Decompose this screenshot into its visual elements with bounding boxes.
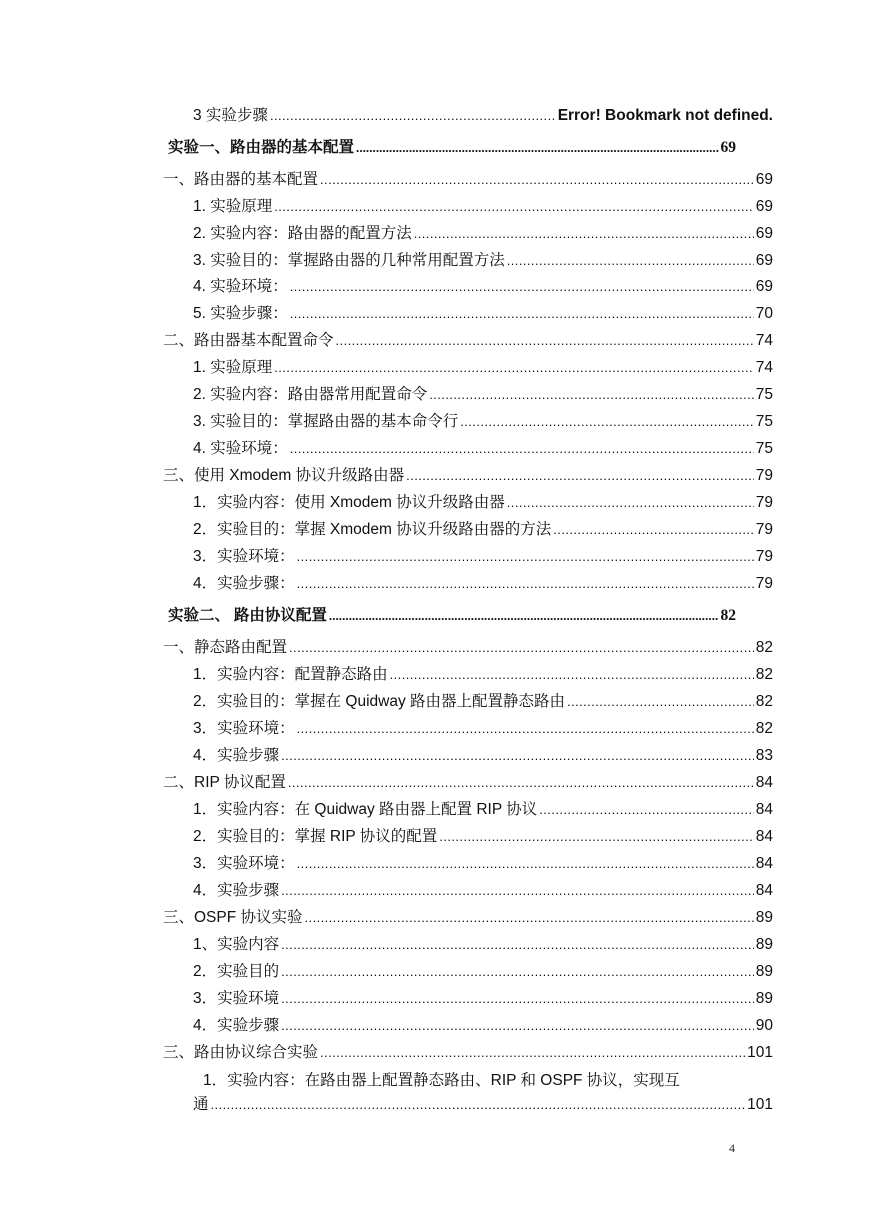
toc-entry-page: 101 (747, 1044, 773, 1061)
dot-leader (281, 935, 754, 955)
toc-entry[interactable] (193, 854, 773, 874)
dot-leader (507, 493, 754, 513)
dot-leader (281, 881, 754, 901)
toc-entry[interactable] (193, 800, 773, 820)
toc-entry-label: 1．实验内容：配置静态路由 (193, 666, 388, 683)
toc-entry-page: 84 (755, 828, 773, 845)
dot-leader (429, 385, 754, 405)
toc-entry[interactable] (193, 439, 773, 459)
toc-entry[interactable] (193, 197, 773, 217)
toc-entry-label: 1、实验内容 (193, 936, 280, 953)
toc-entry-label: 3. 实验目的：掌握路由器的基本命令行 (193, 413, 459, 430)
dot-leader (290, 439, 754, 459)
toc-entry-label: 2．实验目的：掌握在 Quidway 路由器上配置静态路由 (193, 693, 566, 710)
toc-entry-label: 5. 实验步骤： (193, 305, 288, 322)
dot-leader (507, 251, 754, 271)
toc-entry-page: 90 (755, 1017, 773, 1034)
toc-entry[interactable] (193, 224, 773, 244)
toc-entry[interactable] (163, 638, 773, 658)
toc-entry-label: 2. 实验内容：路由器常用配置命令 (193, 386, 428, 403)
dot-leader (356, 138, 718, 158)
toc-entry-label: 1．实验内容：使用 Xmodem 协议升级路由器 (193, 494, 505, 511)
toc-entry[interactable] (163, 1043, 773, 1063)
toc-entry-label: 通 (193, 1096, 209, 1113)
toc-chapter-entry[interactable] (168, 138, 736, 158)
dot-leader (290, 277, 754, 297)
toc-entry-page: 84 (755, 774, 773, 791)
dot-leader (406, 466, 754, 486)
dot-leader (439, 827, 753, 847)
toc-entry-page: 82 (755, 639, 773, 656)
toc-entry[interactable] (193, 358, 773, 378)
dot-leader (297, 719, 754, 739)
toc-entry-page: 75 (755, 440, 773, 457)
toc-entry[interactable] (163, 170, 773, 190)
toc-entry-page: 82 (755, 720, 773, 737)
toc-entry-page: 84 (755, 801, 773, 818)
dot-leader (414, 224, 754, 244)
toc-entry[interactable] (193, 304, 773, 324)
toc-entry-label: 4. 实验环境： (193, 278, 288, 295)
toc-entry-label: 1. 实验原理 (193, 359, 273, 376)
toc-entry[interactable] (193, 881, 773, 901)
toc-entry-page: 82 (720, 607, 736, 624)
toc-entry[interactable] (193, 692, 773, 712)
toc-entry[interactable] (163, 466, 773, 486)
dot-leader (297, 574, 754, 594)
toc-entry-page: 75 (755, 386, 773, 403)
toc-entry-label: 2. 实验内容：路由器的配置方法 (193, 225, 412, 242)
dot-leader (553, 520, 753, 540)
toc-entry-page: 69 (755, 252, 773, 269)
toc-entry-page: 79 (755, 575, 773, 592)
toc-entry-page: 74 (755, 332, 773, 349)
toc-entry-page: 74 (755, 359, 773, 376)
toc-entry-page: 69 (755, 225, 773, 242)
toc-entry-page: Error! Bookmark not defined. (557, 107, 773, 124)
toc-entry-label: 4. 实验环境： (193, 440, 288, 457)
toc-entry-page: 69 (755, 278, 773, 295)
dot-leader (320, 1043, 745, 1063)
toc-entry[interactable] (193, 493, 773, 513)
toc-entry-label: 实验二、 路由协议配置 (168, 607, 327, 624)
toc-entry-page: 83 (755, 747, 773, 764)
toc-entry[interactable] (193, 106, 773, 126)
toc-entry-label: 3. 实验目的：掌握路由器的几种常用配置方法 (193, 252, 505, 269)
toc-entry[interactable] (193, 962, 773, 982)
toc-entry-label: 4．实验步骤： (193, 575, 295, 592)
toc-entry[interactable] (193, 520, 773, 540)
toc-entry-page: 89 (755, 936, 773, 953)
toc-chapter-entry[interactable] (168, 606, 736, 626)
toc-entry-label: 2．实验目的：掌握 Xmodem 协议升级路由器的方法 (193, 521, 552, 538)
toc-entry[interactable] (163, 773, 773, 793)
toc-entry-page: 101 (747, 1096, 773, 1113)
toc-wrapped-entry-line2[interactable] (193, 1095, 773, 1115)
toc-entry-page: 84 (755, 855, 773, 872)
dot-leader (270, 106, 556, 126)
dot-leader (390, 665, 754, 685)
toc-entry[interactable] (193, 719, 773, 739)
toc-entry[interactable] (193, 827, 773, 847)
toc-entry-page: 82 (755, 666, 773, 683)
toc-entry-label: 一、路由器的基本配置 (163, 171, 319, 188)
toc-entry-label: 3．实验环境： (193, 720, 295, 737)
dot-leader (289, 638, 754, 658)
toc-entry-label: 3．实验环境： (193, 855, 295, 872)
dot-leader (297, 854, 754, 874)
dot-leader (274, 197, 754, 217)
toc-entry-page: 70 (755, 305, 773, 322)
toc-entry-label: 一、静态路由配置 (163, 639, 288, 656)
toc-entry[interactable] (163, 908, 773, 928)
dot-leader (297, 547, 754, 567)
toc-entry[interactable] (193, 665, 773, 685)
toc-entry[interactable] (193, 574, 773, 594)
page-number: 4 (729, 1141, 735, 1155)
toc-entry[interactable] (163, 331, 773, 351)
toc-entry[interactable] (193, 935, 773, 955)
toc-entry[interactable] (193, 412, 773, 432)
toc-entry[interactable] (193, 385, 773, 405)
dot-leader (281, 1016, 754, 1036)
toc-entry-label: 二、RIP 协议配置 (163, 774, 286, 791)
dot-leader (305, 908, 754, 928)
toc-entry-page: 79 (755, 494, 773, 511)
toc-entry[interactable] (193, 1016, 773, 1036)
toc-entry-label: 3．实验环境： (193, 548, 295, 565)
dot-leader (539, 800, 754, 820)
toc-entry-label: 三、路由协议综合实验 (163, 1044, 319, 1061)
toc-entry-page: 69 (755, 171, 773, 188)
toc-entry-page: 79 (755, 521, 773, 538)
dot-leader (281, 746, 754, 766)
toc-entry[interactable] (193, 746, 773, 766)
toc-entry-label: 三、OSPF 协议实验 (163, 909, 303, 926)
dot-leader (320, 170, 754, 190)
toc-entry-page: 69 (755, 198, 773, 215)
dot-leader (336, 331, 754, 351)
toc-entry-label: 4．实验步骤 (193, 1017, 280, 1034)
toc-entry-label: 1. 实验原理 (193, 198, 273, 215)
toc-entry-page: 79 (755, 548, 773, 565)
toc-entry-page: 79 (755, 467, 773, 484)
toc-entry-page: 75 (755, 413, 773, 430)
toc-entry-label: 二、路由器基本配置命令 (163, 332, 334, 349)
toc-entry-label: 2．实验目的 (193, 963, 280, 980)
toc-entry-page: 89 (755, 909, 773, 926)
toc-entry-label: 1．实验内容：在 Quidway 路由器上配置 RIP 协议 (193, 801, 538, 818)
toc-entry-page: 82 (755, 693, 773, 710)
toc-entry[interactable] (193, 989, 773, 1009)
dot-leader (460, 412, 754, 432)
toc-wrapped-entry-line1[interactable]: 1．实验内容：在路由器上配置静态路由、RIP 和 OSPF 协议，实现互 (203, 1072, 680, 1089)
dot-leader (288, 773, 754, 793)
dot-leader (281, 962, 754, 982)
toc-entry[interactable] (193, 277, 773, 297)
toc-entry[interactable] (193, 547, 773, 567)
toc-entry-page: 89 (755, 963, 773, 980)
dot-leader (329, 606, 719, 626)
toc-entry-page: 84 (755, 882, 773, 899)
dot-leader (211, 1095, 746, 1115)
toc-entry-label: 4．实验步骤 (193, 882, 280, 899)
toc-entry[interactable] (193, 251, 773, 271)
toc-entry-label: 3．实验环境 (193, 990, 280, 1007)
toc-entry-label: 三、使用 Xmodem 协议升级路由器 (163, 467, 405, 484)
toc-entry-label: 3 实验步骤 (193, 107, 268, 124)
dot-leader (290, 304, 754, 324)
dot-leader (281, 989, 754, 1009)
toc-entry-page: 89 (755, 990, 773, 1007)
dot-leader (274, 358, 754, 378)
toc-entry-label: 实验一、路由器的基本配置 (168, 139, 355, 156)
toc-entry-page: 69 (720, 139, 736, 156)
toc-entry-label: 4．实验步骤 (193, 747, 280, 764)
toc-entry-label: 2．实验目的：掌握 RIP 协议的配置 (193, 828, 438, 845)
dot-leader (567, 692, 754, 712)
